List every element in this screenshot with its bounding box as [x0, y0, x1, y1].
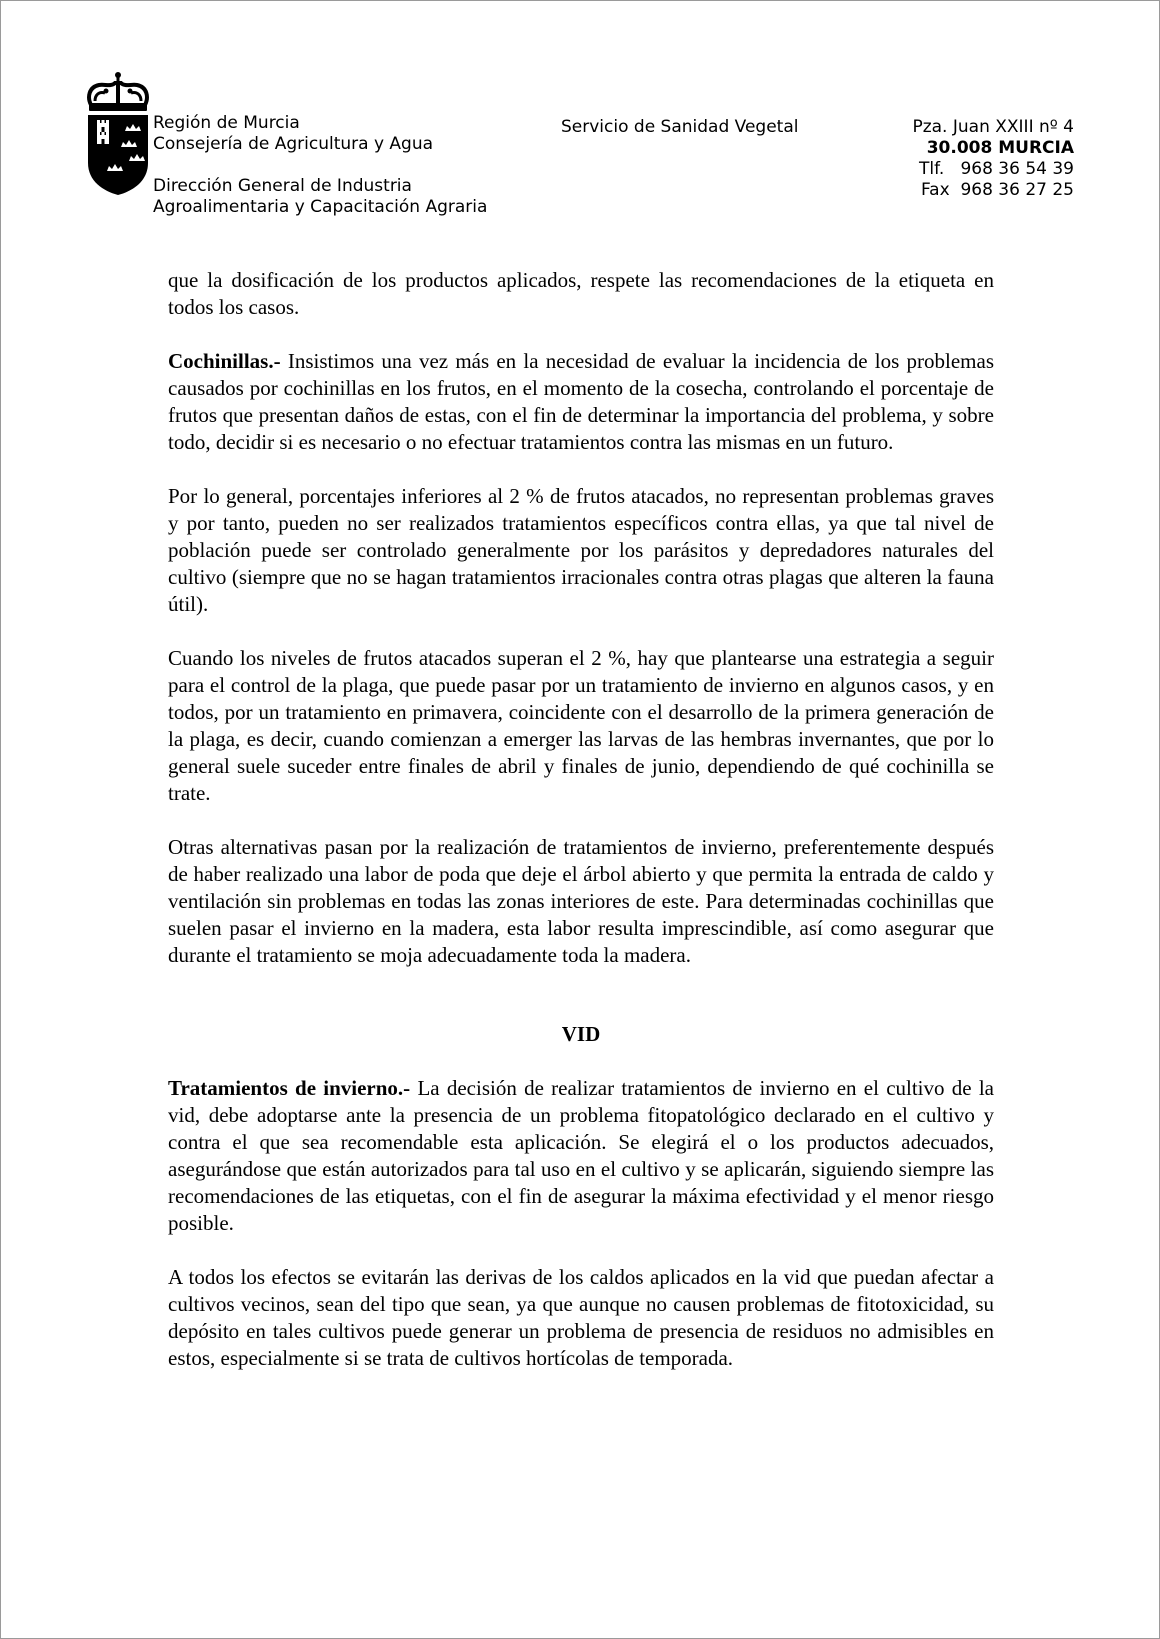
- paragraph-lead-winter-treatments: Tratamientos de invierno.-: [168, 1076, 411, 1100]
- paragraph-lead-cochinillas: Cochinillas.-: [168, 349, 281, 373]
- header-fax: Fax 968 36 27 25: [920, 180, 1074, 200]
- paragraph-text-winter-treatments: La decisión de realizar tratamientos de invierno en el cultivo de la vid, debe adoptarse ante la presencia de un problema fitopatológico declarado en el cultivo y contra el que sea recomendable esta aplicación. Se elegirá el o los productos adecuados, asegurándose que están autorizados para tal uso en el cultivo y se aplicarán, siguiendo siempre las recomendaciones de las etiquetas, con el fin de asegurar la máxima efectividad y el menor riesgo posible.: [168, 1076, 994, 1235]
- paragraph-drift: A todos los efectos se evitarán las derivas de los caldos aplicados en la vid que puedan afectar a cultivos vecinos, sean del tipo que sean, ya que aunque no causen problemas de fitotoxicidad, su depósito en tales cultivos puede generar un problema de presencia de residuos no admisibles en estos, especialmente si se trata de cultivos hortícolas de temporada.: [168, 1265, 994, 1370]
- header-directorate-line2: Agroalimentaria y Capacitación Agraria: [153, 197, 488, 217]
- header-address-block: [912, 117, 1074, 201]
- paragraph-alternatives: Otras alternativas pasan por la realización de tratamientos de invierno, preferentemente después de haber realizado una labor de poda que deje el árbol abierto y que permita la entrada de caldo y ventilación sin problemas en todas las zonas interiores de este. Para determinadas cochinillas que suelen pasar el invierno en la madera, esta labor resulta imprescindible, así como asegurar que durante el tratamiento se moja adecuadamente toda la madera.: [168, 835, 994, 967]
- header-institution-block: [153, 113, 487, 218]
- paragraph-text-cochinillas: Insistimos una vez más en la necesidad de evaluar la incidencia de los problemas causados por cochinillas en los frutos, en el momento de la cosecha, controlando el porcentaje de frutos que presentan daños de estas, con el fin de determinar la importancia del problema, y sobre todo, decidir si es necesario o no efectuar tratamientos contra las mismas en un futuro.: [168, 349, 994, 454]
- header-ministry: Consejería de Agricultura y Agua: [153, 134, 434, 154]
- header-directorate-line1: Dirección General de Industria: [153, 176, 412, 196]
- section-title-vid: VID: [561, 1022, 601, 1046]
- paragraph-strategy: Cuando los niveles de frutos atacados superan el 2 %, hay que plantearse una estrategia a seguir para el control de la plaga, que puede pasar por un tratamiento de invierno en algunos casos, y en todos, por un tratamiento en primavera, coincidente con el desarrollo de la primera generación de la plaga, es decir, cuando comienzan a emerger las larvas de las hembras invernantes, que por lo general suele suceder entre finales de abril y finales de junio, dependiendo de qué cochinilla se trate.: [168, 646, 994, 805]
- header-address: Pza. Juan XXIII nº 4: [912, 117, 1074, 137]
- document-body: [168, 267, 994, 1399]
- paragraph-cochinillas: [168, 348, 994, 456]
- region-murcia-coat-of-arms-logo: [85, 71, 151, 195]
- header-region: Región de Murcia: [153, 113, 300, 133]
- header-service: Servicio de Sanidad Vegetal: [561, 117, 799, 137]
- paragraph-continuation: que la dosificación de los productos aplicados, respete las recomendaciones de la etiqueta en todos los casos.: [168, 268, 994, 319]
- header-postal-city: 30.008 MURCIA: [926, 138, 1074, 158]
- header-phone: Tlf. 968 36 54 39: [918, 159, 1074, 179]
- paragraph-thresholds: Por lo general, porcentajes inferiores al 2 % de frutos atacados, no representan problemas graves y por tanto, pueden no ser realizados tratamientos específicos contra ellas, ya que tal nivel de población puede ser controlado generalmente por los parásitos y depredadores naturales del cultivo (siempre que no se hagan tratamientos irracionales contra otras plagas que alteren la fauna útil).: [168, 484, 994, 616]
- paragraph-winter-treatments: [168, 1075, 994, 1237]
